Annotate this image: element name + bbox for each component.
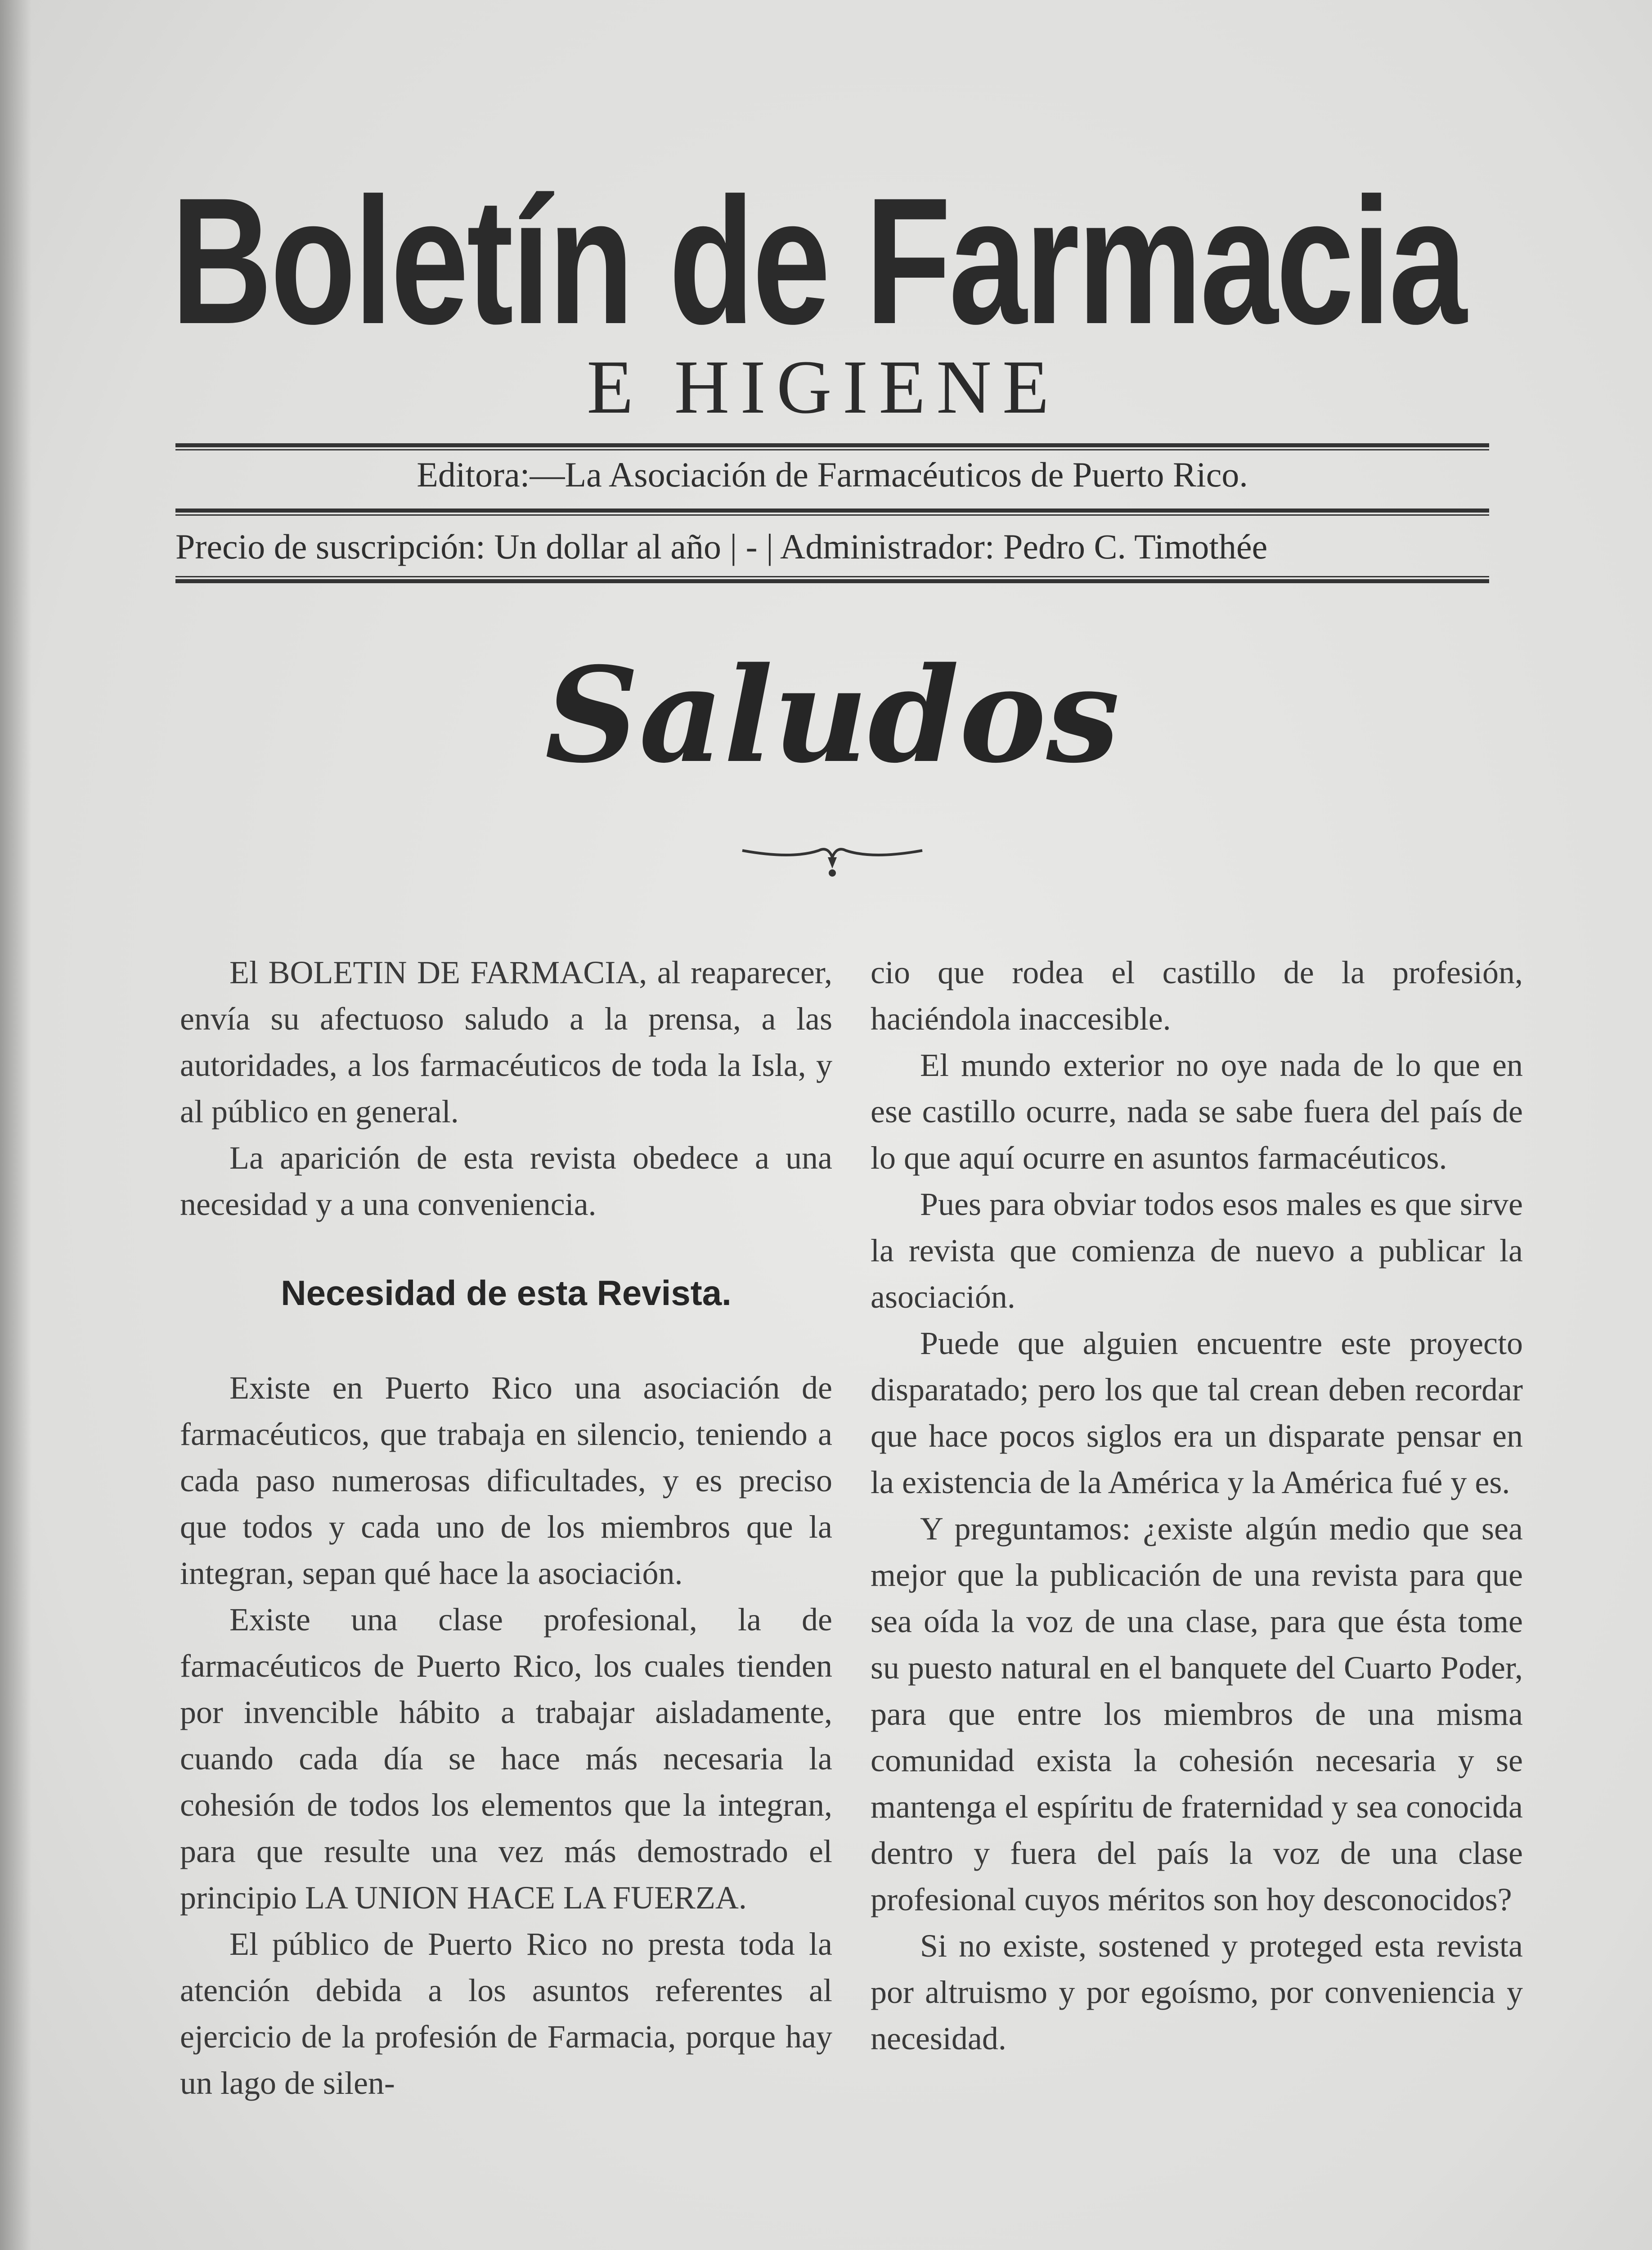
paragraph: El mundo exterior no oye nada de lo que en ese castillo ocurre, nada se sabe fuera del país de lo que aquí ocurre en asuntos farmacéuticos. [871, 1047, 1523, 1176]
article-heading: Saludos [545, 639, 1120, 792]
section-heading: Necesidad de esta Revista. [281, 1273, 732, 1313]
paragraph: La aparición de esta revista obedece a una necesidad y a una conveniencia. [180, 1140, 832, 1222]
paragraph: Pues para obviar todos esos males es que sirve la revista que comienza de nuevo a publicar la asociación. [871, 1186, 1523, 1315]
ornament-divider [738, 837, 927, 886]
paragraph: El BOLETIN DE FARMACIA, al reaparecer, envía su afectuoso saludo a la prensa, a las autoridades, a los farmacéuticos de toda la Isla, y al público en general. [180, 954, 832, 1130]
article-column-left [180, 950, 832, 2106]
paragraph: Existe una clase profesional, la de farmacéuticos de Puerto Rico, los cuales tienden por invencible hábito a trabajar aisladamente, cuando cada día se hace más necesaria la cohesión de todos los elementos que la integran, para que resulte una vez más demostrado el principio LA UNION HACE LA FUERZA. [180, 1602, 832, 1916]
masthead-title: Boletín de Farmacia [171, 160, 1465, 361]
paragraph: cio que rodea el castillo de la profesión, haciéndola inaccesible. [871, 954, 1523, 1037]
paragraph: El público de Puerto Rico no presta toda la atención debida a los asuntos referentes al ejercicio de la profesión de Farmacia, porque hay un lago de silen- [180, 1926, 832, 2101]
paragraph: Y preguntamos: ¿existe algún medio que sea mejor que la publicación de una revista para que sea oída la voz de una clase, para que ésta tome su puesto natural en el banquete del Cuarto Poder, para que entre los miembros de una misma comunidad exista la cohesión necesaria y se mantenga el espíritu de fraternidad y sea conocida dentro y fuera del país la voz de una clase profesional cuyos méritos son hoy desconocidos? [871, 1511, 1523, 1917]
masthead-subtitle: E HIGIENE [587, 345, 1060, 429]
subscription-line: Precio de suscripción: Un dollar al año | - | Administrador: Pedro C. Timothée [175, 527, 1268, 566]
rule-top-2 [175, 449, 1489, 450]
rule-mid-2 [175, 514, 1489, 516]
paragraph: Existe en Puerto Rico una asociación de farmacéuticos, que trabaja en silencio, teniendo a cada paso numerosas dificultades, y es preciso que todos y cada uno de los miembros que la integran, sepan qué hace la asociación. [180, 1370, 832, 1591]
article-column-right [871, 950, 1523, 2062]
publisher-line: Editora:—La Asociación de Farmacéuticos de Puerto Rico. [417, 455, 1248, 494]
rule-top-1 [175, 443, 1489, 447]
paragraph: Si no existe, sostened y proteged esta revista por altruismo y por egoísmo, por conveniencia y necesidad. [871, 1928, 1523, 2056]
paragraph: Puede que alguien encuentre este proyecto disparatado; pero los que tal crean deben recordar que hace pocos siglos era un disparate pensar en la existencia de la América y la América fué y es. [871, 1325, 1523, 1500]
rule-bottom-1 [175, 576, 1489, 577]
page-edge-shadow [0, 0, 31, 2250]
rule-mid-1 [175, 508, 1489, 513]
rule-bottom-2 [175, 579, 1489, 583]
